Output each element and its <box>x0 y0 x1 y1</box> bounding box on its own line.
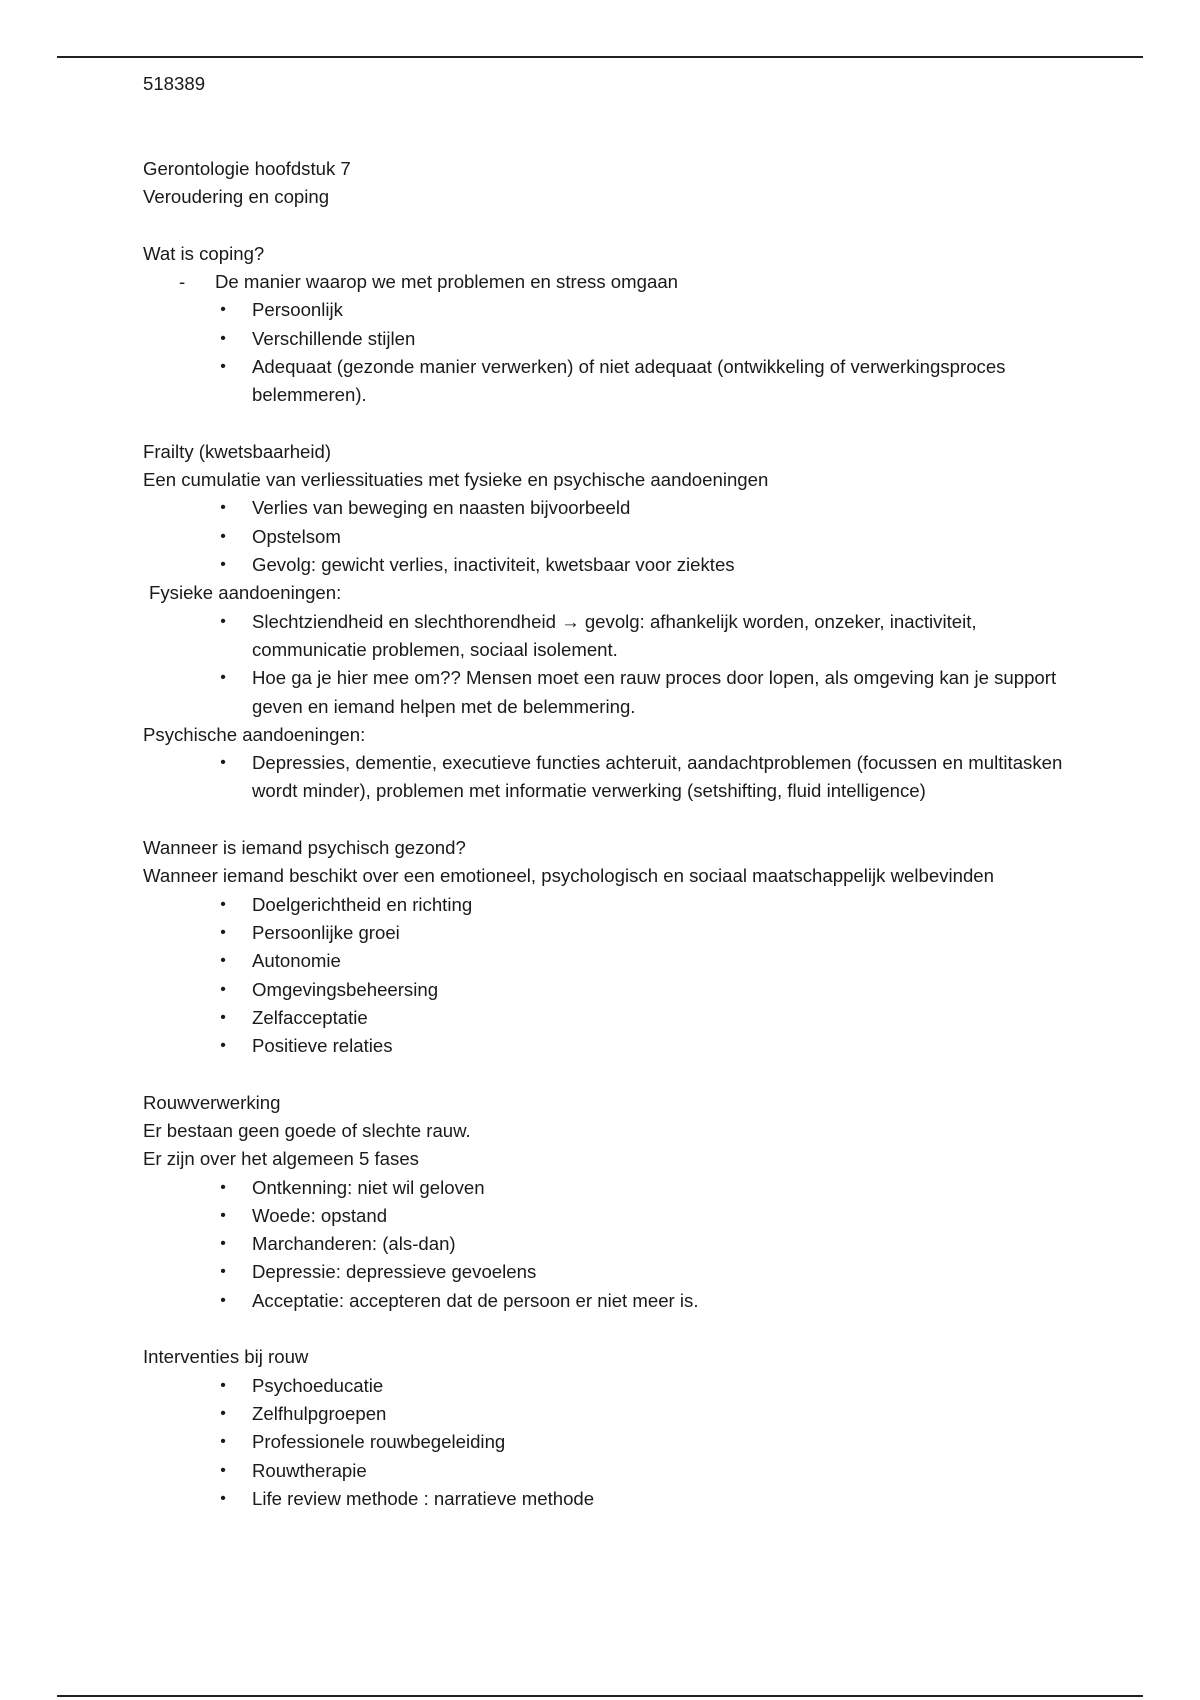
bullet-icon: • <box>220 556 226 574</box>
subsection-heading-psychic: Psychische aandoeningen: <box>143 723 366 745</box>
list-item-text: Zelfacceptatie <box>252 1006 368 1028</box>
list-item-text: Persoonlijk <box>252 299 343 321</box>
bullet-icon: • <box>220 923 226 941</box>
list-item <box>220 296 1083 324</box>
list-item <box>220 749 1083 806</box>
list-item-text: De manier waarop we met problemen en stress omgaan <box>215 271 679 293</box>
section-heading: Frailty (kwetsbaarheid) <box>143 440 332 462</box>
bullet-icon: • <box>220 1263 226 1281</box>
list-item-text: Depressie: depressieve gevoelens <box>252 1261 537 1283</box>
list-item-text: Psychoeducatie <box>252 1374 384 1396</box>
section-frailty <box>143 438 1083 806</box>
bullet-list <box>143 608 1083 721</box>
list-item-text: Professionele rouwbegeleiding <box>252 1431 506 1453</box>
list-item <box>220 947 1083 975</box>
list-item <box>220 1230 1083 1258</box>
bullet-icon: • <box>220 499 226 517</box>
list-item <box>220 1032 1083 1060</box>
list-item <box>220 1004 1083 1032</box>
section-heading: Wat is coping? <box>143 242 265 264</box>
bullet-icon: • <box>220 754 226 772</box>
list-item <box>220 551 1083 579</box>
student-id: 518389 <box>143 73 206 94</box>
section-definition: Wanneer iemand beschikt over een emotioneel, psychologisch en sociaal maatschappelijk welbevinden <box>143 865 994 887</box>
list-item-text: Rouwtherapie <box>252 1459 367 1481</box>
list-item-text: Positieve relaties <box>252 1035 393 1057</box>
bullet-icon: • <box>220 527 226 545</box>
list-item <box>220 523 1083 551</box>
list-item-text: Life review methode : narratieve methode <box>252 1487 595 1509</box>
list-item <box>220 976 1083 1004</box>
bullet-list <box>143 1174 1083 1315</box>
list-item <box>220 1202 1083 1230</box>
section-heading: Wanneer is iemand psychisch gezond? <box>143 837 466 859</box>
bullet-icon: • <box>220 1461 226 1479</box>
list-item <box>220 1400 1083 1428</box>
list-item <box>220 1428 1083 1456</box>
bullet-icon: • <box>220 329 226 347</box>
document-page <box>143 70 1083 1513</box>
list-item <box>220 919 1083 947</box>
list-item <box>220 1485 1083 1513</box>
section-heading: Rouwverwerking <box>143 1091 281 1113</box>
bullet-icon: • <box>220 1178 226 1196</box>
bullet-icon: • <box>220 1008 226 1026</box>
bullet-icon: • <box>220 895 226 913</box>
list-item-text: Verschillende stijlen <box>252 327 416 349</box>
bullet-list <box>143 296 1083 409</box>
dash-list <box>143 268 1083 296</box>
list-item <box>220 891 1083 919</box>
section-text: Er zijn over het algemeen 5 fases <box>143 1148 419 1170</box>
bullet-icon: • <box>220 357 226 375</box>
bullet-icon: • <box>220 1235 226 1253</box>
bullet-list <box>143 891 1083 1061</box>
list-item <box>220 494 1083 522</box>
list-item <box>220 1174 1083 1202</box>
bullet-icon: • <box>220 1376 226 1394</box>
section-psychological-health <box>143 834 1083 1060</box>
list-item-text: Hoe ga je hier mee om?? Mensen moet een rauw proces door lopen, als omgeving kan je support geven en iemand helpen met de belemmering. <box>252 667 1057 717</box>
bullet-icon: • <box>220 1037 226 1055</box>
list-item <box>220 1258 1083 1286</box>
bullet-icon: • <box>220 301 226 319</box>
bullet-list <box>143 1372 1083 1513</box>
list-item-text: Acceptatie: accepteren dat de persoon er niet meer is. <box>252 1289 699 1311</box>
list-item-text: Autonomie <box>252 950 341 972</box>
bullet-icon: • <box>220 1433 226 1451</box>
bullet-icon: • <box>220 1404 226 1422</box>
bullet-icon: • <box>220 669 226 687</box>
bullet-icon: • <box>220 952 226 970</box>
list-item <box>220 664 1083 721</box>
document-title: Gerontologie hoofdstuk 7 <box>143 157 351 179</box>
list-item-text: Depressies, dementie, executieve functies achteruit, aandachtproblemen (focussen en multitasken wordt minder), problemen met informatie verwerking (setshifting, fluid intelligence) <box>252 752 1063 802</box>
list-item-text: Marchanderen: (als-dan) <box>252 1233 456 1255</box>
subsection-heading-physical: Fysieke aandoeningen: <box>149 582 342 604</box>
list-item <box>220 325 1083 353</box>
section-interventions <box>143 1343 1083 1513</box>
bullet-icon: • <box>220 1489 226 1507</box>
bullet-icon: • <box>220 612 226 630</box>
list-item-text: Persoonlijke groei <box>252 921 400 943</box>
section-definition: Een cumulatie van verliessituaties met fysieke en psychische aandoeningen <box>143 469 769 491</box>
list-item <box>179 268 1083 296</box>
list-item-text: Doelgerichtheid en richting <box>252 893 473 915</box>
bullet-icon: • <box>220 1206 226 1224</box>
list-item-text: Adequaat (gezonde manier verwerken) of niet adequaat (ontwikkeling of verwerkingsproces belemmeren). <box>252 355 1006 406</box>
list-item-text: Opstelsom <box>252 525 341 547</box>
section-heading: Interventies bij rouw <box>143 1346 309 1368</box>
list-item-text: Ontkenning: niet wil geloven <box>252 1176 485 1198</box>
list-item-text: Zelfhulpgroepen <box>252 1402 387 1424</box>
list-item <box>220 1287 1083 1315</box>
footer-rule <box>57 1695 1143 1697</box>
header-rule <box>57 56 1143 58</box>
list-item-text: Gevolg: gewicht verlies, inactiviteit, kwetsbaar voor ziektes <box>252 554 735 576</box>
document-subtitle: Veroudering en coping <box>143 186 330 208</box>
list-item <box>220 1457 1083 1485</box>
section-coping <box>143 240 1083 410</box>
list-item-text: Omgevingsbeheersing <box>252 978 439 1000</box>
list-item <box>220 1372 1083 1400</box>
list-item-text: Woede: opstand <box>252 1204 388 1226</box>
bullet-list <box>143 494 1083 579</box>
list-item-text: Slechtziendheid en slechthorendheid → gevolg: afhankelijk worden, onzeker, inactiviteit, communicatie problemen, sociaal isolement. <box>252 610 977 660</box>
bullet-list <box>143 749 1083 806</box>
list-item <box>220 353 1083 410</box>
list-item-text: Verlies van beweging en naasten bijvoorbeeld <box>252 497 631 519</box>
bullet-icon: • <box>220 1291 226 1309</box>
bullet-icon: • <box>220 980 226 998</box>
dash-marker: - <box>179 271 186 293</box>
section-text: Er bestaan geen goede of slechte rauw. <box>143 1119 471 1141</box>
section-grief <box>143 1089 1083 1315</box>
list-item <box>220 608 1083 665</box>
